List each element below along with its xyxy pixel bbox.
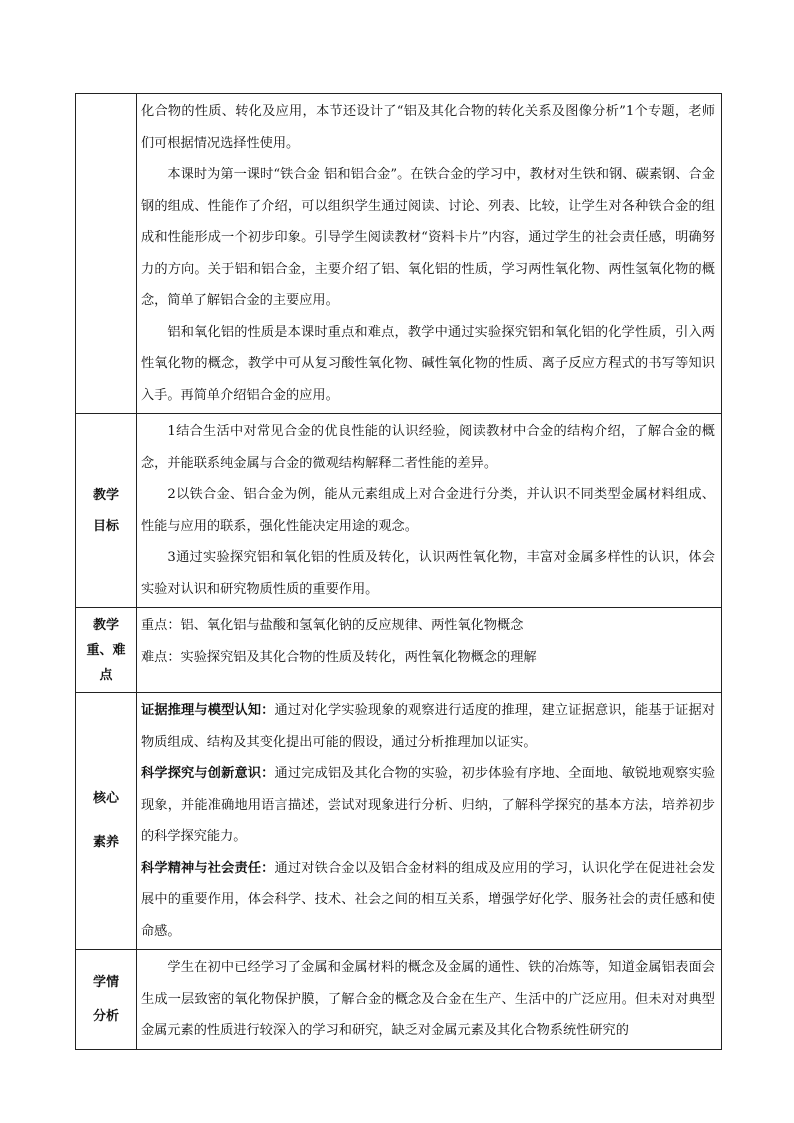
table-row-key-points bbox=[76, 608, 722, 693]
goal-item: 2以铁合金、铝合金为例，能从元素组成上对合金进行分类，并认识不同类型金属材料组成、性能与应用的联系，强化性能决定用途的观念。 bbox=[141, 487, 715, 534]
literacy-item-title: 科学探究与创新意识： bbox=[141, 766, 275, 781]
lesson-plan-table bbox=[75, 93, 722, 1050]
literacy-item-title: 科学精神与社会责任： bbox=[141, 860, 275, 876]
literacy-item-text: 通过对化学实验现象的观察进行适度的推理，建立证据意识，能基于证据对物质组成、结构及其变化提出可能的假设，通过分析推理加以证实。 bbox=[141, 703, 716, 750]
label-line: 核心 bbox=[92, 791, 119, 806]
row-label-literacy bbox=[76, 693, 137, 950]
intro-paragraph: 化合物的性质、转化及应用，本节还设计了“铝及其化合物的转化关系及图像分析”1个专题，老师们可根据情况选择性使用。 bbox=[141, 104, 715, 151]
label-line: 点 bbox=[99, 667, 113, 683]
key-point-text: 重点：铝、氧化铝与盐酸和氢氧化钠的反应规律、两性氧化物概念 bbox=[141, 618, 524, 633]
analysis-paragraph: 学生在初中已经学习了金属和金属材料的概念及金属的通性、铁的冶炼等，知道金属铝表面会生成一层致密的氧化物保护膜，了解合金的概念及合金在生产、生活中的广泛应用。但未对对典型金属元素的性质进行较深入的学习和研究，缺乏对金属元素及其化合物系统性研究的 bbox=[141, 960, 715, 1038]
table-row-literacy bbox=[76, 693, 722, 950]
table-row-intro bbox=[76, 94, 722, 414]
row-label-goals bbox=[76, 414, 137, 608]
label-line: 学情 bbox=[92, 974, 119, 990]
goal-item: 1结合生活中对常见合金的优良性能的认识经验，阅读教材中合金的结构介绍，了解合金的概念，并能联系纯金属与合金的微观结构解释二者性能的差异。 bbox=[141, 424, 715, 471]
label-line: 教学 bbox=[92, 617, 119, 633]
literacy-content bbox=[137, 693, 722, 950]
intro-paragraph: 铝和氧化铝的性质是本课时重点和难点，教学中通过实验探究铝和氧化铝的化学性质，引入两性氧化物的概念，教学中可从复习酸性氧化物、碱性氧化物的性质、离子反应方程式的书写等知识入手。再简单介绍铝合金的应用。 bbox=[141, 324, 715, 403]
analysis-content bbox=[137, 950, 722, 1050]
label-line: 目标 bbox=[92, 518, 119, 534]
table-row-analysis bbox=[76, 950, 722, 1050]
row-label-key-points bbox=[76, 608, 137, 693]
difficulty-text: 难点：实验探究铝及其化合物的性质及转化，两性氧化物概念的理解 bbox=[141, 649, 537, 665]
label-line: 素养 bbox=[92, 835, 119, 850]
label-line: 教学 bbox=[92, 487, 119, 503]
goal-item: 3通过实验探究铝和氧化铝的性质及转化，认识两性氧化物，丰富对金属多样性的认识，体会实验对认识和研究物质性质的重要作用。 bbox=[141, 550, 715, 597]
key-points-content bbox=[137, 608, 722, 693]
literacy-item bbox=[141, 695, 715, 758]
goals-content bbox=[137, 414, 722, 608]
intro-content bbox=[137, 94, 722, 414]
intro-paragraph: 本课时为第一课时“铁合金 铝和铝合金”。在铁合金的学习中，教材对生铁和钢、碳素钢、合金钢的组成、性能作了介绍，可以组织学生通过阅读、讨论、列表、比较，让学生对各种铁合金的组成和性能形成一个初步印象。引导学生阅读教材“资料卡片”内容，通过学生的社会责任感，明确努力的方向。关于铝和铝合金，主要介绍了铝、氧化铝的性质，学习两性氧化物、两性氢氧化物的概念，简单了解铝合金的主要应用。 bbox=[141, 167, 715, 308]
label-line: 重、难 bbox=[86, 642, 126, 658]
literacy-item-text: 通过完成铝及其化合物的实验，初步体验有序地、全面地、敏锐地观察实验现象，并能准确地用语言描述，尝试对现象进行分析、归纳，了解科学探究的基本方法，培养初步的科学探究能力。 bbox=[141, 766, 716, 844]
row-label-empty bbox=[76, 94, 137, 414]
literacy-item bbox=[141, 758, 715, 853]
literacy-item bbox=[141, 853, 715, 948]
label-line: 分析 bbox=[92, 1008, 119, 1024]
literacy-item-text: 通过对铁合金以及铝合金材料的组成及应用的学习，认识化学在促进社会发展中的重要作用，体会科学、技术、社会之间的相互关系，增强学好化学、服务社会的责任感和使命感。 bbox=[141, 860, 716, 939]
literacy-item-title: 证据推理与模型认知： bbox=[141, 703, 275, 718]
row-label-analysis bbox=[76, 950, 137, 1050]
table-row-goals bbox=[76, 414, 722, 608]
